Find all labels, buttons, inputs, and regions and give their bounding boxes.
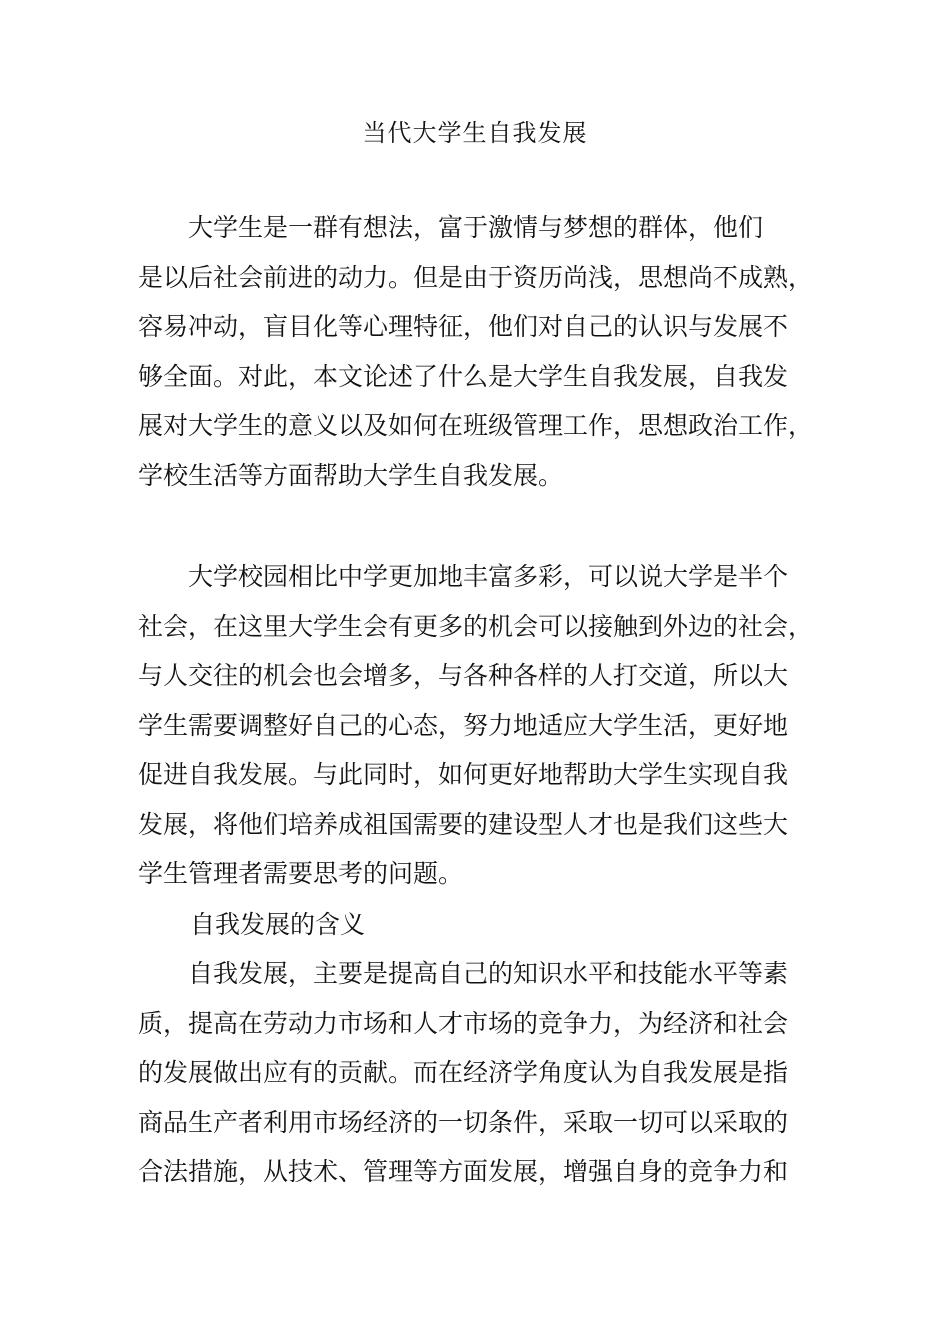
paragraph-line: 的发展做出应有的贡献。而在经济学角度认为自我发展是指 (138, 1058, 789, 1087)
paragraph-line: 大学校园相比中学更加地丰富多彩，可以说大学是半个 (138, 562, 789, 591)
paragraph-line: 社会，在这里大学生会有更多的机会可以接触到外边的社会， (138, 611, 814, 641)
paragraph-line: 质，提高在劳动力市场和人才市场的竞争力，为经济和社会 (138, 1008, 789, 1038)
document-title: 当代大学生自我发展 (362, 119, 588, 147)
paragraph-line: 商品生产者利用市场经济的一切条件，采取一切可以采取的 (138, 1107, 789, 1137)
paragraph-line: 够全面。对此，本文论述了什么是大学生自我发展，自我发 (138, 361, 789, 391)
paragraph-line: 促进自我发展。与此同时，如何更好地帮助大学生实现自我 (138, 760, 789, 789)
abstract-paragraph (138, 203, 814, 500)
paragraph-line: 学生管理者需要思考的问题。 (138, 859, 464, 888)
paragraph-line: 是以后社会前进的动力。但是由于资历尚浅，思想尚不成熟， (138, 262, 814, 292)
paragraph-line: 大学生是一群有想法，富于激情与梦想的群体，他们 (138, 213, 764, 242)
paragraph-line: 合法措施，从技术、管理等方面发展，增强自身的竞争力和 (138, 1157, 789, 1186)
paragraph-line: 发展，将他们培养成祖国需要的建设型人才也是我们这些大 (138, 809, 789, 839)
paragraph-line: 学生需要调整好自己的心态，努力地适应大学生活，更好地 (138, 710, 789, 740)
intro-paragraph (138, 552, 814, 899)
paragraph-line: 学校生活等方面帮助大学生自我发展。 (138, 460, 564, 490)
paragraph-line: 与人交往的机会也会增多，与各种各样的人打交道，所以大 (138, 661, 789, 690)
paragraph-line: 展对大学生的意义以及如何在班级管理工作，思想政治工作， (138, 411, 814, 440)
paragraph-line: 自我发展，主要是提高自己的知识水平和技能水平等素 (138, 959, 789, 988)
paragraph-line: 容易冲动，盲目化等心理特征，他们对自己的认识与发展不 (138, 312, 789, 341)
section-paragraph (138, 949, 808, 1197)
section-heading: 自我发展的含义 (190, 910, 366, 939)
